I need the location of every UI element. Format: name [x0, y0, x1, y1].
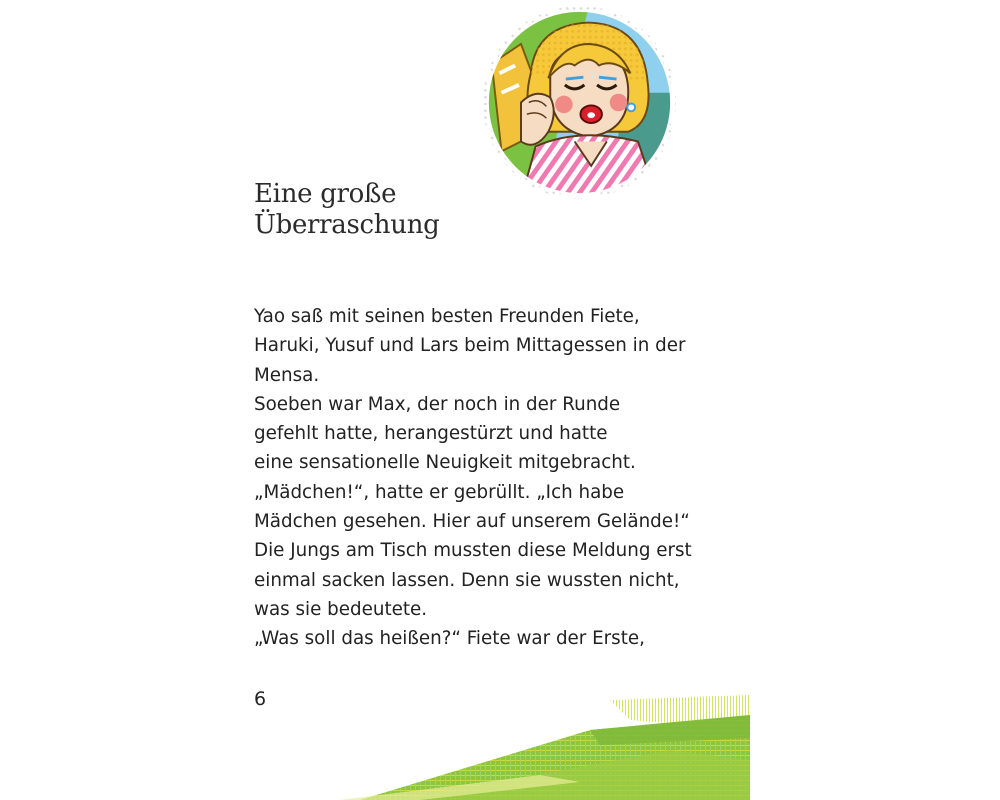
- chapter-title-line-2: Überraschung: [254, 210, 440, 240]
- body-line: „Mädchen!“, hatte er gebrüllt. „Ich habe: [254, 481, 625, 503]
- body-line: „Was soll das heißen?“ Fiete war der Erste,: [254, 628, 645, 650]
- green-field-decoration: [340, 690, 750, 800]
- chapter-title: [254, 179, 439, 241]
- body-line: was sie bedeutete.: [254, 598, 428, 620]
- body-paragraph: [254, 302, 692, 654]
- body-line: eine sensationelle Neuigkeit mitgebracht.: [254, 452, 636, 474]
- page-number: 6: [254, 688, 267, 710]
- body-line: Yao saß mit seinen besten Freunden Fiete,: [254, 306, 640, 327]
- body-line: Mädchen gesehen. Hier auf unserem Gelände!“: [254, 511, 690, 533]
- body-line: Haruki, Yusuf und Lars beim Mittagessen in der: [254, 335, 686, 357]
- body-line: gefehlt hatte, herangestürzt und hatte: [254, 423, 608, 445]
- comic-girl-illustration: [482, 5, 677, 200]
- body-line: einmal sacken lassen. Denn sie wussten nicht,: [254, 569, 680, 591]
- chapter-title-line-1: Eine große: [254, 179, 397, 209]
- body-line: Die Jungs am Tisch mussten diese Meldung erst: [254, 540, 692, 562]
- body-line: Mensa.: [254, 364, 320, 386]
- body-line: Soeben war Max, der noch in der Runde: [254, 393, 621, 415]
